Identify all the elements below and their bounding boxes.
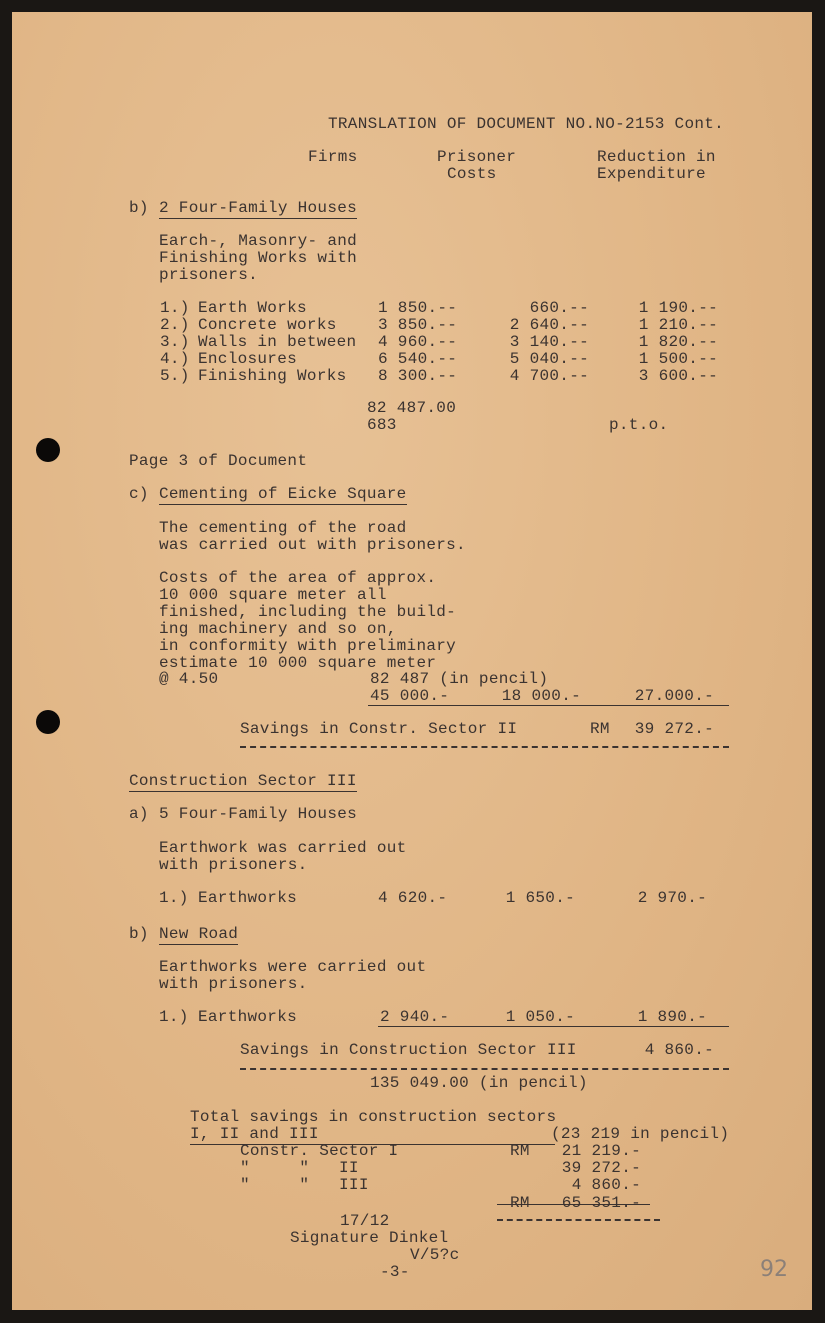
section-b-desc: Earch-, Masonry- and (159, 232, 358, 250)
column-prisoner: Prisoner (437, 148, 517, 166)
total-pencil: 82 487.00 (367, 399, 457, 417)
sector-row-label: Constr. Sector I (240, 1142, 399, 1160)
pencil-note: (23 219 in pencil) (551, 1125, 730, 1143)
column-reduction: Reduction in (597, 148, 716, 166)
savings-iii-label: Savings in Construction Sector III (240, 1041, 577, 1059)
punch-hole (36, 438, 60, 462)
pto-note: p.t.o. (609, 416, 669, 434)
reduction-value: 2 970.- (637, 889, 707, 907)
document-page (12, 12, 812, 1310)
total-pencil: 683 (367, 416, 397, 434)
reduction-value: 1 190.-- (638, 299, 718, 317)
item-label: Concrete works (198, 316, 337, 334)
item-label: Finishing Works (198, 367, 347, 385)
prisoner-value: 18 000.- (501, 687, 581, 705)
sector-iii-b-prefix: b) (129, 925, 149, 943)
prisoner-value: 1 650.- (505, 889, 575, 907)
sector-iii-a-desc: with prisoners. (159, 856, 308, 874)
section-c-desc: was carried out with prisoners. (159, 536, 466, 554)
section-b-heading: 2 Four-Family Houses (159, 199, 358, 217)
totals-heading: Total savings in construction sectors (190, 1108, 557, 1126)
sector-iii-b-desc: with prisoners. (159, 975, 308, 993)
page-note: Page 3 of Document (129, 452, 308, 470)
section-c-desc: in conformity with preliminary (159, 637, 457, 655)
section-b-desc: Finishing Works with (159, 249, 358, 267)
section-c-desc: @ 4.50 (159, 670, 219, 688)
section-b-desc: prisoners. (159, 266, 259, 284)
underline (378, 1026, 729, 1027)
section-c-desc: ing machinery and so on, (159, 620, 397, 638)
item-no: 1.) (159, 889, 189, 907)
item-no: 2.) (160, 316, 190, 334)
reduction-value: 27.000.- (634, 687, 714, 705)
sector-iii-b-heading: New Road (159, 925, 239, 943)
prisoner-value: 5 040.-- (509, 350, 589, 368)
item-label: Earthworks (198, 889, 298, 907)
section-c-desc: The cementing of the road (159, 519, 407, 537)
prisoner-value: 1 050.- (505, 1008, 575, 1026)
firms-value: 8 300.-- (378, 367, 458, 385)
date: 17/12 (340, 1212, 390, 1230)
sector-row-value: 21 219.- (561, 1142, 641, 1160)
totals-heading: I, II and III (190, 1125, 319, 1143)
firms-value: 4 620.- (378, 889, 448, 907)
sector-iii-heading: Construction Sector III (129, 772, 357, 790)
sector-iii-b-desc: Earthworks were carried out (159, 958, 427, 976)
dashed-rule (240, 1068, 729, 1070)
signature: Signature Dinkel (290, 1229, 449, 1247)
sector-row-currency: RM (510, 1142, 530, 1160)
firms-value: 45 000.- (370, 687, 450, 705)
pencil-note: 82 487 (in pencil) (370, 670, 549, 688)
savings-ii-value: 39 272.- (634, 720, 714, 738)
reduction-value: 1 820.-- (638, 333, 718, 351)
dashed-rule (497, 1219, 660, 1221)
pencil-note: 135 049.00 (in pencil) (370, 1074, 588, 1092)
reduction-value: 1 210.-- (638, 316, 718, 334)
document-title: TRANSLATION OF DOCUMENT NO.NO-2153 Cont. (328, 115, 725, 133)
page-number: -3- (380, 1263, 410, 1281)
section-c-desc: finished, including the build- (159, 603, 457, 621)
prisoner-value: 3 140.-- (509, 333, 589, 351)
firms-value: 1 850.-- (378, 299, 458, 317)
sector-row-value: 4 860.- (571, 1176, 641, 1194)
reference: V/5?c (410, 1246, 460, 1264)
sum-value: 65 351.- (561, 1194, 641, 1212)
sector-iii-a-heading: 5 Four-Family Houses (159, 805, 358, 823)
item-no: 1.) (160, 299, 190, 317)
section-c-desc: 10 000 square meter all (159, 586, 387, 604)
reduction-value: 1 890.- (637, 1008, 707, 1026)
item-label: Enclosures (198, 350, 298, 368)
firms-value: 4 960.-- (378, 333, 458, 351)
firms-value: 6 540.-- (378, 350, 458, 368)
savings-iii-value: 4 860.- (644, 1041, 714, 1059)
reduction-value: 1 500.-- (638, 350, 718, 368)
underline (368, 705, 729, 706)
sector-row-label: " " II (240, 1159, 359, 1177)
item-label: Earth Works (198, 299, 307, 317)
section-c-desc: estimate 10 000 square meter (159, 654, 437, 672)
sum-currency: RM (510, 1194, 530, 1212)
section-c-desc: Costs of the area of approx. (159, 569, 437, 587)
column-firms: Firms (308, 148, 358, 166)
item-no: 1.) (159, 1008, 189, 1026)
item-no: 5.) (160, 367, 190, 385)
savings-ii-currency: RM (590, 720, 610, 738)
punch-hole (36, 710, 60, 734)
savings-ii-label: Savings in Constr. Sector II (240, 720, 518, 738)
section-b-prefix: b) (129, 199, 149, 217)
reduction-value: 3 600.-- (638, 367, 718, 385)
prisoner-value: 2 640.-- (509, 316, 589, 334)
sector-iii-a-prefix: a) (129, 805, 149, 823)
sector-row-label: " " III (240, 1176, 369, 1194)
prisoner-value: 4 700.-- (509, 367, 589, 385)
item-no: 4.) (160, 350, 190, 368)
column-reduction: Expenditure (597, 165, 706, 183)
sector-row-value: 39 272.- (561, 1159, 641, 1177)
firms-value: 2 940.- (380, 1008, 450, 1026)
item-no: 3.) (160, 333, 190, 351)
section-c-prefix: c) (129, 485, 149, 503)
column-prisoner: Costs (447, 165, 497, 183)
prisoner-value: 660.-- (529, 299, 589, 317)
dashed-rule (240, 746, 729, 748)
item-label: Earthworks (198, 1008, 298, 1026)
firms-value: 3 850.-- (378, 316, 458, 334)
sector-iii-a-desc: Earthwork was carried out (159, 839, 407, 857)
item-label: Walls in between (198, 333, 357, 351)
section-c-heading: Cementing of Eicke Square (159, 485, 407, 503)
pencil-page-number: 92 (760, 1257, 788, 1282)
